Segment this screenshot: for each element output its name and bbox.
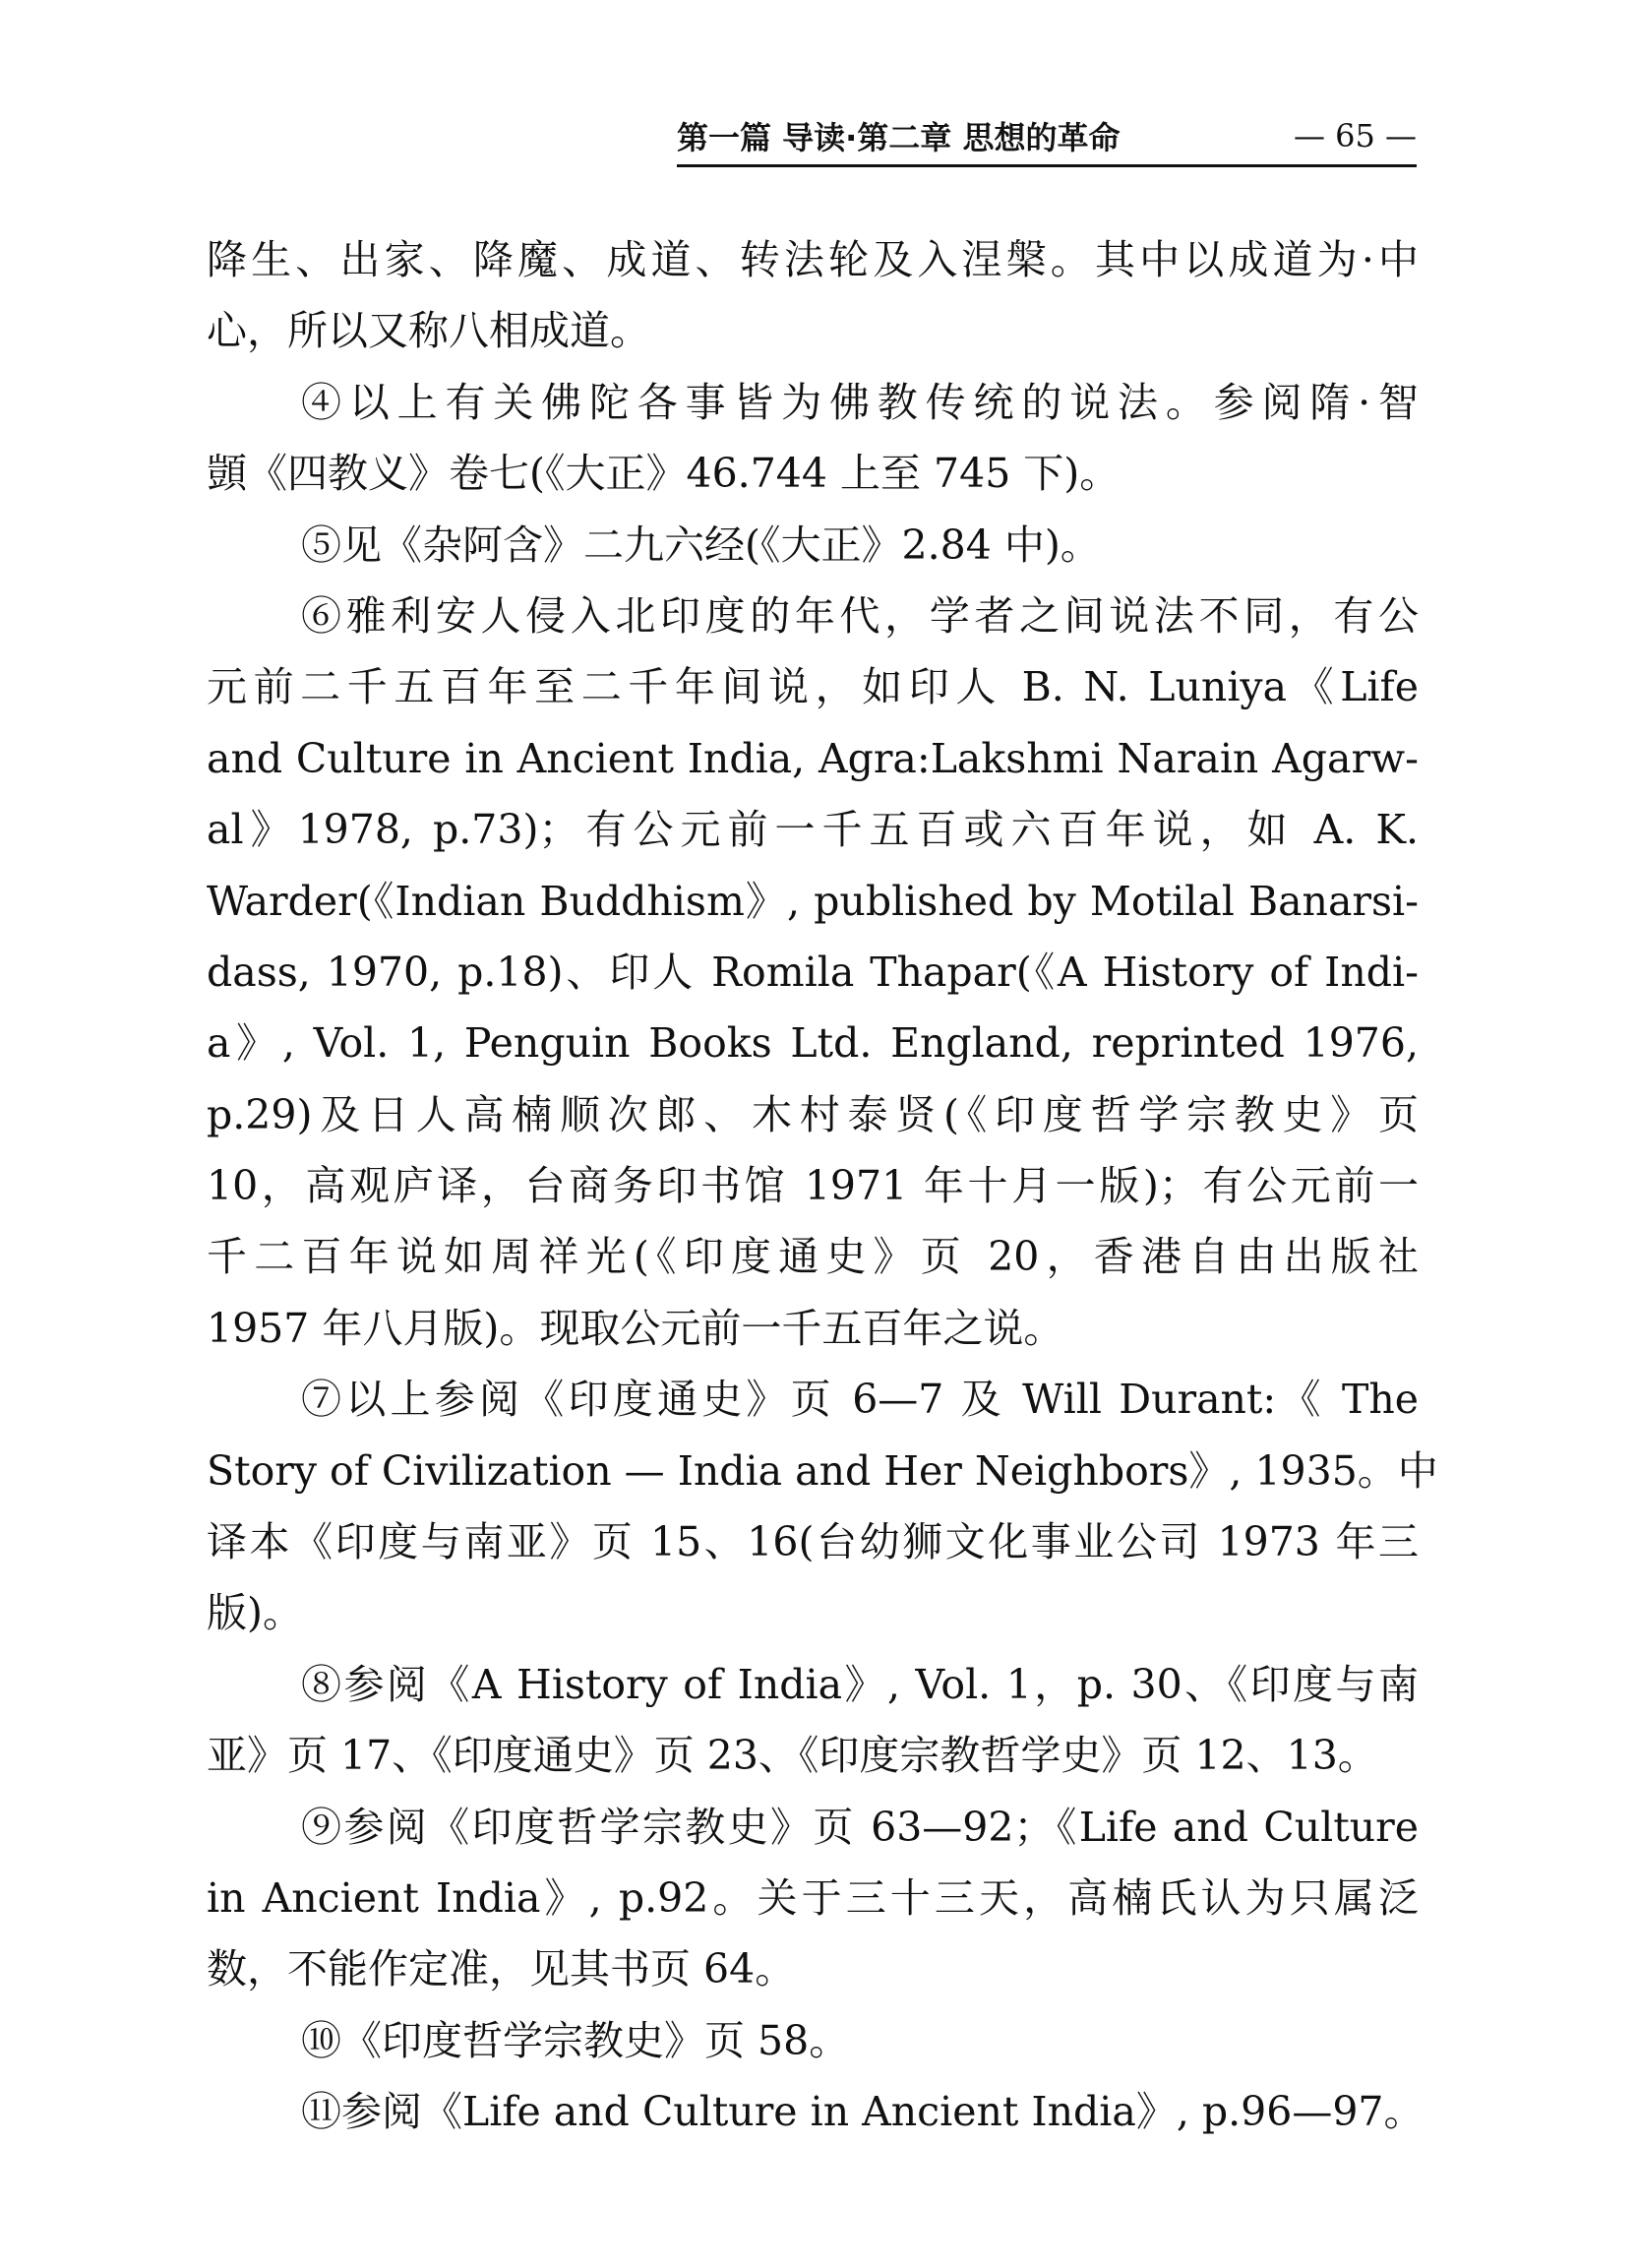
header-title: 第一篇 导读·第二章 思想的革命 [677,118,1121,156]
text-line: 10，高观庐译，台商务印书馆 1971 年十月一版)；有公元前一 [207,1162,1419,1210]
text-line: 降生、出家、降魔、成道、转法轮及入涅槃。其中以成道为·中 [207,236,1419,283]
text-line: and Culture in Ancient India, Agra:Lakshmi Narain Agarw- [207,734,1419,782]
text-line: p.29)及日人高楠顺次郎、木村泰贤(《印度哲学宗教史》页 [207,1090,1419,1138]
text-line: dass, 1970, p.18)、印人 Romila Thapar(《A History of Indi- [207,948,1419,996]
text-line: 译本《印度与南亚》页 15、16(台幼狮文化事业公司 1973 年三 [207,1518,1419,1566]
footnote-5-line: ⑤见《杂阿含》二九六经(《大正》2.84 中)。 [301,521,1101,569]
text-line: Warder(《Indian Buddhism》, published by Motilal Banarsi- [207,877,1419,925]
text-line: Story of Civilization — India and Her Neighbors》, 1935。中 [207,1446,1438,1495]
footnote-7-line: ⑦以上参阅《印度通史》页 6—7 及 Will Durant:《 The [301,1376,1419,1424]
text-line: 心，所以又称八相成道。 [207,307,650,355]
text-line: 1957 年八月版)。现取公元前一千五百年之说。 [207,1304,1064,1352]
footnote-10-line: ⑩《印度哲学宗教史》页 58。 [301,2016,850,2064]
page-number: — 65 — [1293,116,1417,154]
footnote-8-line: ⑧参阅《A History of India》, Vol. 1，p. 30、《印度与南 [301,1660,1419,1708]
text-line: al》1978, p.73)；有公元前一千五百或六百年说，如 A. K. [207,806,1419,854]
text-line: 顗《四教义》卷七(《大正》46.744 上至 745 下)。 [207,450,1121,498]
footnote-6-line: ⑥雅利安人侵入北印度的年代，学者之间说法不同，有公 [301,591,1419,640]
running-header [677,110,1417,167]
text-line: 亚》页 17、《印度通史》页 23、《印度宗教哲学史》页 12、13。 [207,1732,1378,1780]
body-text [207,224,1438,2148]
footnote-4-line: ④以上有关佛陀各事皆为佛教传统的说法。参阅隋·智 [301,378,1419,426]
footnote-9-line: ⑨参阅《印度哲学宗教史》页 63—92；《Life and Culture [301,1803,1419,1851]
text-line: 数，不能作定准，见其书页 64。 [207,1945,796,1993]
footnote-11-line: ⑪参阅《Life and Culture in Ancient India》, p.96—97。 [301,2088,1425,2136]
text-line: 千二百年说如周祥光(《印度通史》页 20，香港自由出版社 [207,1233,1419,1281]
text-line: 元前二千五百年至二千年间说，如印人 B. N. Luniya《Life [207,663,1419,711]
text-line: 版)。 [207,1589,303,1637]
text-line: a》, Vol. 1, Penguin Books Ltd. England, reprinted 1976, [207,1019,1419,1068]
text-line: in Ancient India》, p.92。关于三十三天，高楠氏认为只属泛 [207,1873,1419,1922]
